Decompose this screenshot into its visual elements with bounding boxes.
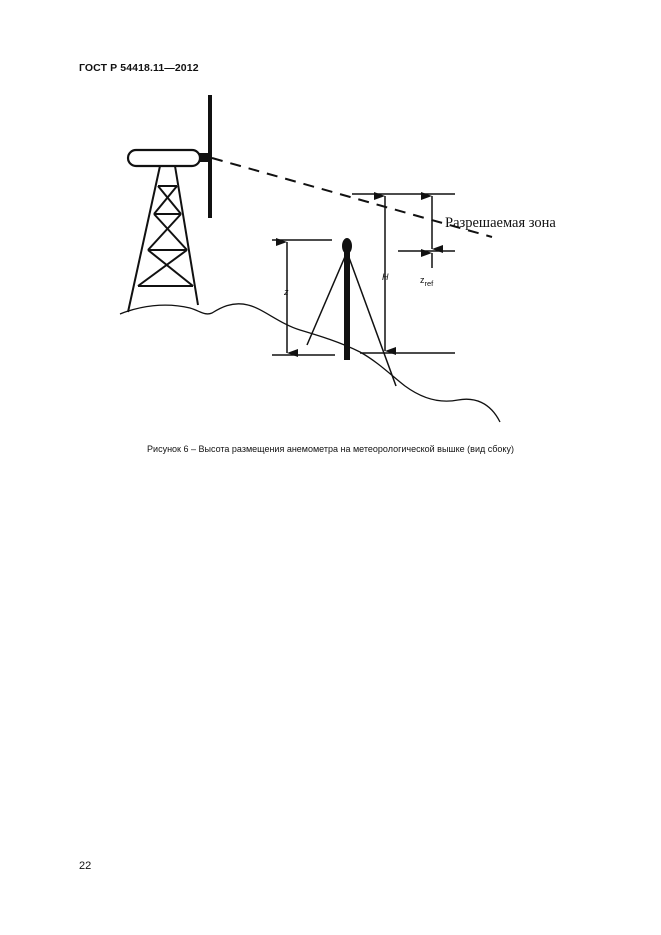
document-header: ГОСТ Р 54418.11—2012 — [79, 62, 199, 74]
allowed-zone-label: Разрешаемая зона — [445, 215, 556, 231]
figure-caption: Рисунок 6 – Высота размещения анемометра на метеорологической вышке (вид сбоку) — [147, 444, 514, 454]
page-number: 22 — [79, 860, 92, 872]
meteorological-mast — [307, 238, 396, 386]
zone-reference-lines — [272, 194, 455, 355]
label-zref: $z_{ref}$ — [420, 275, 434, 288]
wind-turbine — [128, 95, 210, 312]
label-H: H — [382, 272, 389, 282]
ground-line — [120, 304, 500, 422]
anemometer-icon — [342, 238, 352, 254]
label-z: z — [284, 287, 289, 297]
